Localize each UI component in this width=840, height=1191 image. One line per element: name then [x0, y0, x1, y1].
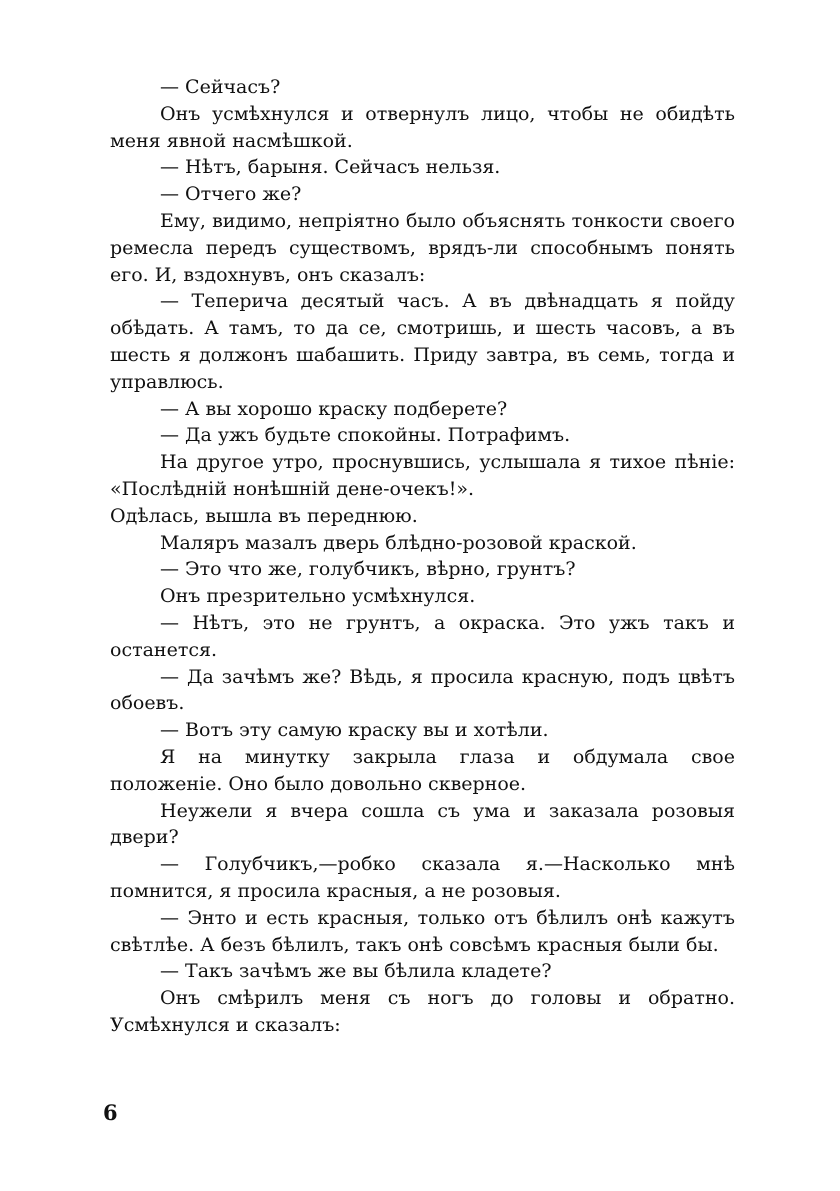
- paragraph: Одѣлась, вышла въ переднюю.: [110, 504, 418, 527]
- paragraph: — Голубчикъ,—робко сказала я.—Насколько мнѣ помнится, я просила красныя, а не розовыя.: [110, 853, 735, 902]
- paragraph: — Да зачѣмъ же? Вѣдь, я просила красную, подъ цвѣтъ обоевъ.: [110, 665, 735, 715]
- paragraph: Онъ усмѣхнулся и отвернулъ лицо, чтобы не обидѣть меня явной насмѣшкой.: [110, 102, 735, 152]
- paragraph: — Отчего же?: [160, 183, 302, 206]
- paragraph: Неужели я вчера сошла съ ума и заказала розовыя двери?: [110, 799, 735, 849]
- paragraph: — Энто и есть красныя, только отъ бѣлилъ онѣ кажутъ свѣтлѣе. А безъ бѣлилъ, такъ онѣ совсѣмъ красныя были бы.: [110, 906, 735, 956]
- page-body: [110, 74, 735, 1039]
- paragraph: — Сейчасъ?: [160, 76, 281, 98]
- paragraph: — Вотъ эту самую краску вы и хотѣли.: [160, 719, 549, 742]
- paragraph: Онъ смѣрилъ меня съ ногъ до головы и обратно. Усмѣхнулся и сказалъ:: [110, 987, 735, 1036]
- paragraph: Я на минутку закрыла глаза и обдумала свое положеніе. Оно было довольно скверное.: [110, 745, 735, 795]
- paragraph: Онъ презрительно усмѣхнулся.: [160, 585, 476, 608]
- paragraph: Маляръ мазалъ дверь блѣдно-розовой краской.: [160, 531, 637, 554]
- paragraph: — Да ужъ будьте спокойны. Потрафимъ.: [160, 424, 571, 447]
- page-number: 6: [103, 1100, 118, 1125]
- paragraph: На другое утро, проснувшись, услышала я тихое пѣніе: «Послѣдній нонѣшній дене-очекъ!».: [110, 451, 735, 500]
- paragraph: — Такъ зачѣмъ же вы бѣлила кладете?: [160, 960, 552, 983]
- paragraph: — Нѣтъ, барыня. Сейчасъ нельзя.: [160, 156, 501, 179]
- paragraph: — Теперича десятый часъ. А въ двѣнадцать я пойду обѣдать. А тамъ, то да се, смотришь, и шесть часовъ, а въ шесть я должонъ шабашить. Приду завтра, въ семь, тогда и управлюсь.: [110, 290, 735, 393]
- paragraph: — Нѣтъ, это не грунтъ, а окраска. Это ужъ такъ и останется.: [110, 611, 735, 661]
- paragraph: — Это что же, голубчикъ, вѣрно, грунтъ?: [160, 558, 576, 581]
- paragraph: — А вы хорошо краску подберете?: [160, 397, 508, 420]
- paragraph: Ему, видимо, непріятно было объяснять тонкости своего ремесла передъ существомъ, врядъ-ли способнымъ понять его. И, вздохнувъ, онъ сказалъ:: [110, 209, 735, 286]
